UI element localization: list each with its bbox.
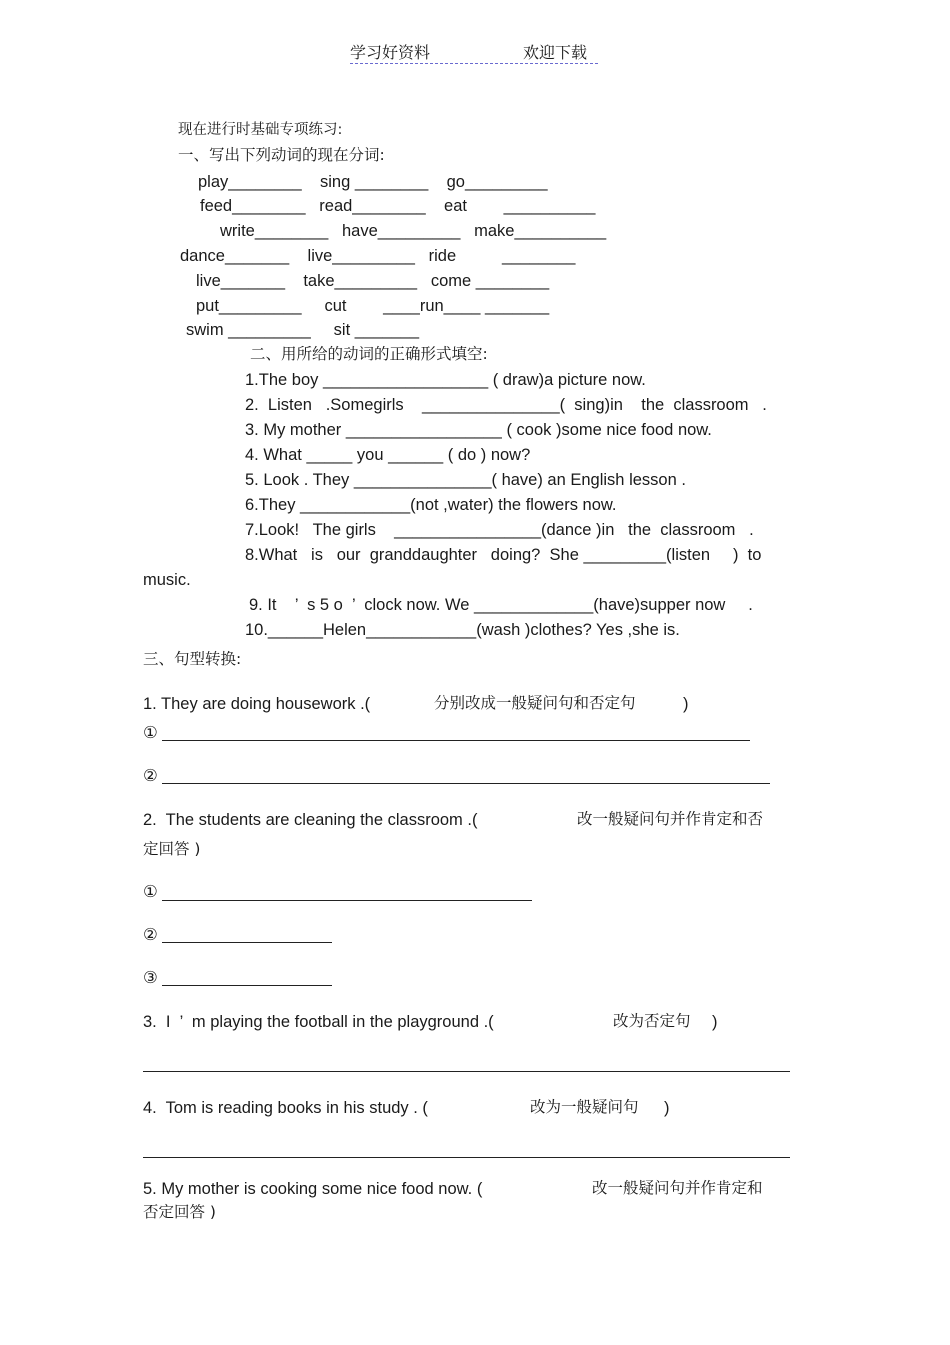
verb-row: write________ have_________ make__________	[220, 222, 607, 240]
verb-row: dance_______ live_________ ride ________	[180, 247, 576, 265]
verb-row: put_________ cut ____run____ _______	[196, 297, 550, 315]
q5-text: 5. My mother is cooking some nice food now. (	[143, 1180, 483, 1198]
answer-line	[143, 1071, 790, 1072]
q1-blank-2-label: ②	[143, 767, 158, 785]
verb-row: live_______ take_________ come ________	[196, 272, 550, 290]
q2-blank-2-label: ②	[143, 926, 158, 944]
fill-item: 8.What is our granddaughter doing? She _________(listen ) to	[245, 546, 762, 564]
fill-item-continuation: music.	[143, 571, 191, 589]
q2-blank-3-label: ③	[143, 969, 158, 987]
verb-row: swim _________ sit _______	[186, 321, 419, 339]
q3-close: )	[712, 1013, 718, 1031]
answer-line	[162, 900, 532, 901]
q5-note-continuation: 否定回答 )	[143, 1203, 216, 1221]
q1-blank-1-label: ①	[143, 724, 158, 742]
section1-heading: 一、写出下列动词的现在分词:	[178, 146, 385, 164]
fill-item: 10.______Helen____________(wash )clothes? Yes ,she is.	[245, 621, 680, 639]
fill-item: 4. What _____ you ______ ( do ) now?	[245, 446, 531, 464]
answer-line	[162, 740, 750, 741]
fill-item: 5. Look . They _______________( have) an English lesson .	[245, 471, 686, 489]
q2-text: 2. The students are cleaning the classroom .(	[143, 811, 478, 829]
fill-item: 9. It ’ s 5 o ’ clock now. We _____________(have)supper now .	[249, 596, 753, 614]
page-title: 现在进行时基础专项练习:	[178, 122, 343, 138]
fill-item: 3. My mother _________________ ( cook )some nice food now.	[245, 421, 712, 439]
section3-heading: 三、句型转换:	[143, 650, 242, 668]
verb-row: play________ sing ________ go_________	[198, 173, 548, 191]
fill-item: 7.Look! The girls ________________(dance )in the classroom .	[245, 521, 754, 539]
q1-text: 1. They are doing housework .(	[143, 695, 371, 713]
header-right: 欢迎下载	[523, 43, 588, 62]
q4-close: )	[664, 1099, 670, 1117]
answer-line	[143, 1157, 790, 1158]
answer-line	[162, 942, 332, 943]
q3-note: 改为否定句	[613, 1012, 691, 1030]
q5-note: 改一般疑问句并作肯定和	[592, 1179, 763, 1197]
header-divider	[350, 63, 598, 64]
fill-item: 1.The boy __________________ ( draw)a picture now.	[245, 371, 646, 389]
section2-heading: 二、用所给的动词的正确形式填空:	[250, 345, 488, 363]
header-left: 学习好资料	[350, 43, 431, 62]
verb-row: feed________ read________ eat __________	[200, 197, 596, 215]
fill-item: 6.They ____________(not ,water) the flowers now.	[245, 496, 617, 514]
q4-text: 4. Tom is reading books in his study . (	[143, 1099, 428, 1117]
q2-blank-1-label: ①	[143, 883, 158, 901]
q1-note: 分别改成一般疑问句和否定句	[434, 694, 636, 712]
q1-close: )	[683, 695, 689, 713]
fill-item: 2. Listen .Somegirls _______________( sing)in the classroom .	[245, 396, 767, 414]
q3-text: 3. I ’ m playing the football in the playground .(	[143, 1013, 494, 1031]
answer-line	[162, 783, 770, 784]
q2-note-continuation: 定回答 )	[143, 840, 201, 858]
answer-line	[162, 985, 332, 986]
q4-note: 改为一般疑问句	[530, 1098, 639, 1116]
q2-note: 改一般疑问句并作肯定和否	[577, 810, 764, 828]
